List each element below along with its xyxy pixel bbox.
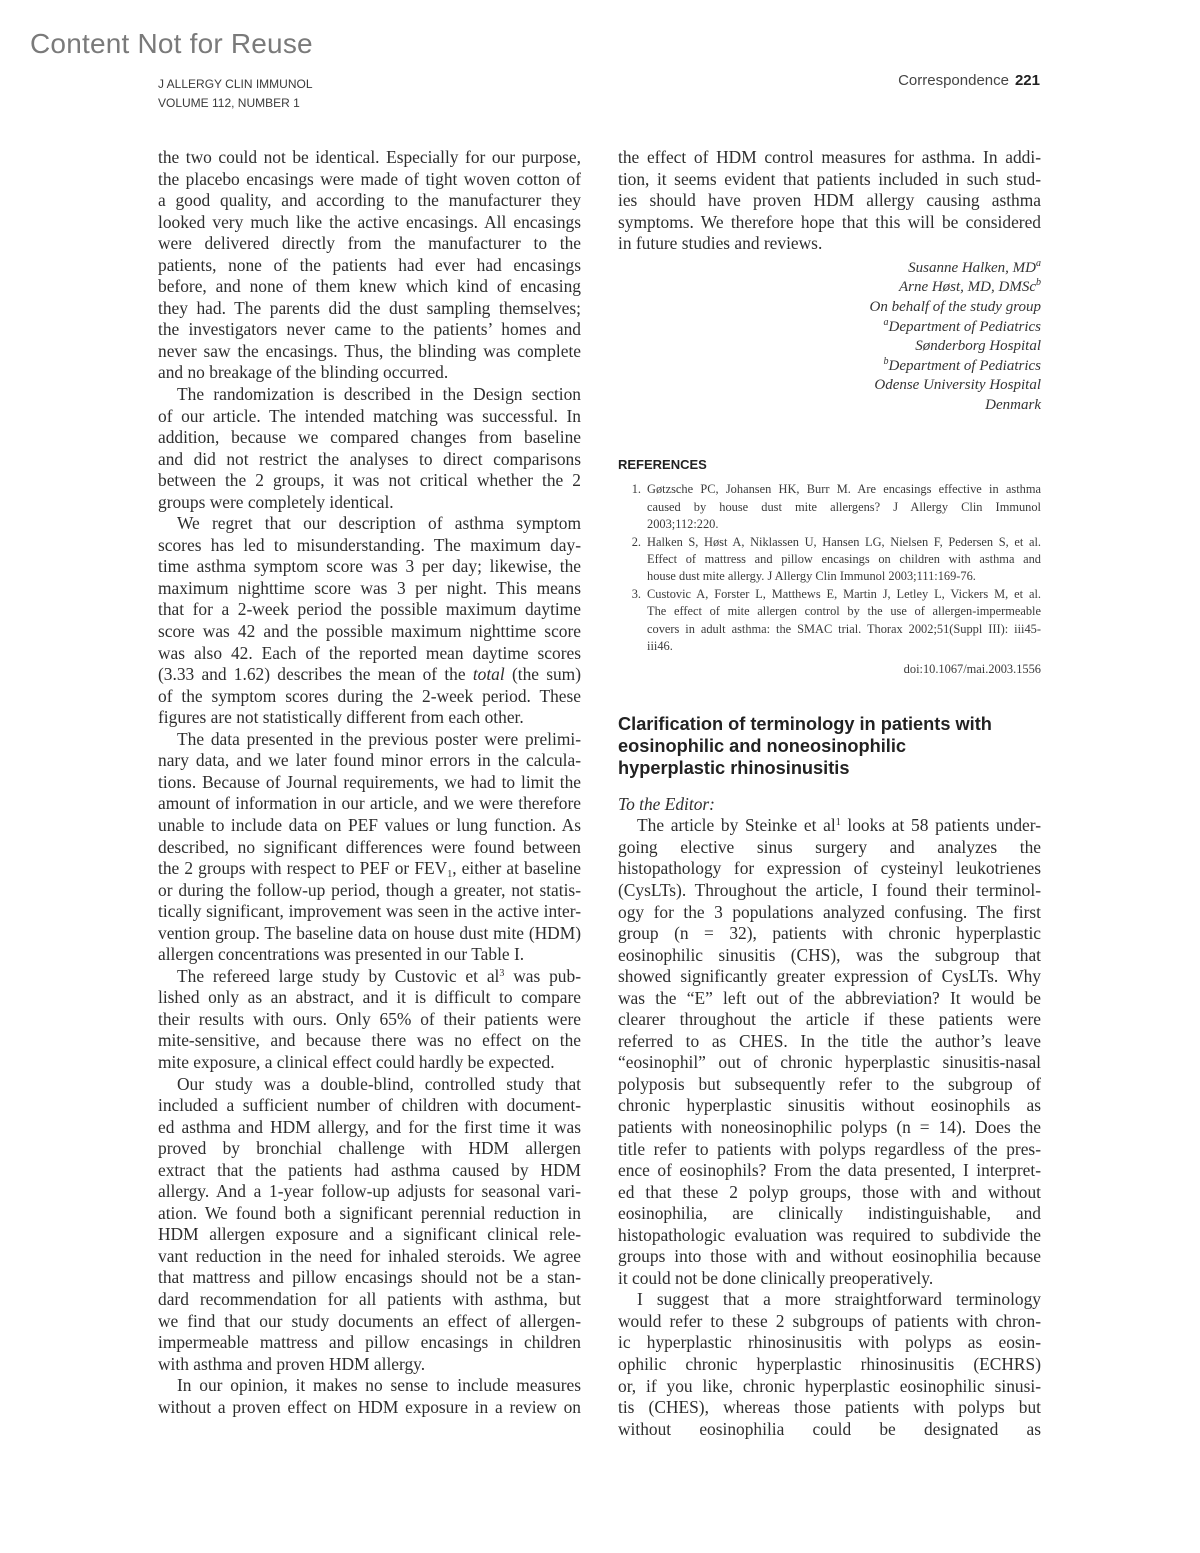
text-line: tically significant, improvement was seen in the active inter- bbox=[158, 901, 581, 922]
text-line: with asthma and proven HDM allergy. bbox=[158, 1353, 426, 1374]
text-line: it could not be done clinically preoperatively. bbox=[618, 1267, 934, 1288]
signature-block bbox=[618, 259, 1041, 416]
text-line: the two could not be identical. Especially for our purpose, bbox=[158, 147, 581, 167]
text-line: vention group. The baseline data on house dust mite (HDM) bbox=[158, 922, 581, 943]
watermark: Content Not for Reuse bbox=[30, 28, 313, 59]
text-line: and no breakage of the blinding occurred. bbox=[158, 362, 449, 383]
reference-item bbox=[618, 481, 1041, 533]
text-line: or, if you like, chronic hyperplastic eosinophilic sinusi- bbox=[618, 1375, 1041, 1396]
signature-line: Denmark bbox=[985, 396, 1041, 413]
text-line: ed that these 2 polyp groups, those with and without bbox=[618, 1181, 1041, 1202]
text-line: tion, it seems evident that patients included in such stud- bbox=[618, 168, 1041, 189]
text-line: dard recommendation for all patients with asthma, but bbox=[158, 1288, 581, 1309]
text-line: group (n = 32), patients with chronic hyperplastic bbox=[618, 923, 1041, 944]
running-head-journal bbox=[158, 75, 313, 113]
affiliation-mark: b bbox=[1036, 277, 1041, 289]
reference-text bbox=[647, 534, 1041, 586]
page-number: 221 bbox=[1014, 72, 1040, 89]
citation-superscript[interactable]: 1 bbox=[835, 817, 841, 829]
text-line: without a proven effect on HDM exposure in a review on bbox=[158, 1396, 581, 1417]
text-line: patients with noneosinophilic polyps (n = 14). Does the bbox=[618, 1116, 1041, 1137]
reference-line: house dust mite allergy. J Allergy Clin Immunol 2003;111:169-76. bbox=[647, 569, 976, 584]
text-line: looked very much like the active encasings. All encasings bbox=[158, 211, 581, 232]
text-line: time asthma symptom score was 3 per day; likewise, the bbox=[158, 556, 581, 577]
affiliation-mark: a bbox=[883, 316, 889, 328]
emphasis: total bbox=[472, 664, 505, 685]
text-line: nary data, and we later found minor errors in the calcula- bbox=[158, 750, 581, 771]
text-line: patients, none of the patients had ever had encasings bbox=[158, 254, 581, 275]
reference-item bbox=[618, 534, 1041, 586]
text-line: In our opinion, it makes no sense to include measures bbox=[177, 1375, 581, 1396]
letter-body bbox=[618, 815, 1041, 1440]
signature-line: Susanne Halken, $MD^a$ bbox=[908, 257, 1041, 276]
text-line: their results with ours. Only 65% of their patients were bbox=[158, 1008, 581, 1029]
article-title-line: Clarification of terminology in patients with bbox=[618, 714, 992, 735]
section-name: Correspondence bbox=[898, 72, 1009, 89]
salutation: To the Editor: bbox=[618, 793, 715, 814]
text-line: of the symptom scores during the 2-week period. These bbox=[158, 685, 581, 706]
text-line: chronic hyperplastic sinusitis without eosinophils as bbox=[618, 1095, 1041, 1116]
text-line: eosinophilic sinusitis (CHS), was the subgroup that bbox=[618, 944, 1041, 965]
text-line: figures are not statistically different from each other. bbox=[158, 707, 524, 728]
text-line: of our article. The intended matching was successful. In bbox=[158, 405, 581, 426]
text-line: mite exposure, a clinical effect could hardly be expected. bbox=[158, 1051, 555, 1072]
reference-item bbox=[618, 586, 1041, 656]
text-line: scores has led to misunderstanding. The maximum day- bbox=[158, 534, 581, 555]
text-line: allergy. And a 1-year follow-up adjusts for seasonal vari- bbox=[158, 1181, 581, 1202]
left-column bbox=[158, 147, 581, 1418]
text-line: Our study was a double-blind, controlled study that bbox=[177, 1073, 581, 1094]
text-line: polyposis but subsequently refer to the subgroup of bbox=[618, 1073, 1041, 1094]
reference-text bbox=[647, 481, 1041, 533]
reference-line: 2003;112:220. bbox=[647, 517, 719, 532]
text-line: The article by Steinke et $al^1$ looks at 58 patients under- bbox=[637, 815, 1041, 836]
text-line: the investigators never came to the patients’ homes and bbox=[158, 319, 581, 340]
text-line: The data presented in the previous poster were prelimi- bbox=[177, 728, 581, 749]
article-title bbox=[618, 714, 1041, 779]
text-line: the placebo encasings were made of tight woven cotton of bbox=[158, 168, 581, 189]
text-line: lished only as an abstract, and it is difficult to compare bbox=[158, 987, 581, 1008]
text-line: maximum nighttime score was 3 per night. This means bbox=[158, 577, 581, 598]
text-line: groups were completely identical. bbox=[158, 491, 394, 512]
text-line: before, and none of them knew which kind of encasing bbox=[158, 276, 581, 297]
reference-line: iii46. bbox=[647, 639, 673, 653]
text-line: showed significantly greater expression of CysLTs. Why bbox=[618, 966, 1041, 987]
running-head-section bbox=[898, 72, 1040, 89]
text-line: they had. The parents did the dust sampling themselves; bbox=[158, 297, 581, 318]
doi-link[interactable]: doi:10.1067/mai.2003.1556 bbox=[903, 662, 1041, 677]
text-line: in future studies and reviews. bbox=[618, 233, 823, 254]
text-line: eosinophilia, are clinically indistinguishable, and bbox=[618, 1203, 1041, 1224]
signature-line: $^a$Department of Pediatrics bbox=[883, 316, 1041, 335]
text-line: ation. We found both a significant perennial reduction in bbox=[158, 1202, 581, 1223]
text-line: ies should have proven HDM allergy causing asthma bbox=[618, 190, 1041, 211]
text-line: tions. Because of Journal requirements, we had to limit the bbox=[158, 771, 581, 792]
subscript: 1 bbox=[447, 869, 453, 880]
text-line: impermeable mattress and pillow encasings in children bbox=[158, 1332, 581, 1353]
journal-name: J ALLERGY CLIN IMMUNOL bbox=[158, 77, 313, 91]
text-line: proved by bronchial challenge with HDM allergen bbox=[158, 1138, 581, 1159]
text-line: ophilic chronic hyperplastic rhinosinusitis (ECHRS) bbox=[618, 1354, 1041, 1374]
text-line: described, no significant differences were found between bbox=[158, 836, 581, 857]
text-line: included a sufficient number of children with document- bbox=[158, 1095, 581, 1116]
text-line: ogy for the 3 populations analyzed confusing. The first bbox=[618, 901, 1041, 922]
reference-line: The effect of mite allergen control by the use of allergen-impermeable bbox=[647, 604, 1041, 619]
text-line: and did not restrict the analyses to direct comparisons bbox=[158, 448, 581, 469]
reference-line: Gøtzsche PC, Johansen HK, Burr M. Are encasings effective in asthma bbox=[647, 482, 1041, 497]
references-list bbox=[618, 481, 1041, 655]
text-line: that mattress and pillow encasings should not be a stan- bbox=[158, 1267, 581, 1288]
text-line: never saw the encasings. Thus, the blinding was complete bbox=[158, 340, 581, 361]
text-line: (CysLTs). Throughout the article, I found their terminol- bbox=[618, 879, 1041, 900]
text-line: “eosinophil” out of chronic hyperplastic sinusitis-nasal bbox=[618, 1052, 1041, 1073]
article-title-line: hyperplastic rhinosinusitis bbox=[618, 757, 850, 778]
affiliation-mark: b bbox=[883, 355, 889, 367]
reference-number: 1. bbox=[631, 482, 641, 497]
signature-line: Odense University Hospital bbox=[874, 377, 1041, 394]
text-line: The refereed large study by Custovic et $al^3$ was pub- bbox=[177, 965, 581, 986]
text-line: would refer to these 2 subgroups of patients with chron- bbox=[618, 1310, 1041, 1331]
signature-line: Sønderborg Hospital bbox=[915, 338, 1041, 355]
text-line: groups into those with and without eosinophilia because bbox=[618, 1246, 1041, 1267]
right-column bbox=[618, 147, 1041, 1440]
text-line: histopathologic evaluation was required to subdivide the bbox=[618, 1224, 1041, 1245]
text-line: the 2 groups with respect to PEF or $FEV_1$, either at baseline bbox=[158, 858, 581, 880]
journal-volume: VOLUME 112, NUMBER 1 bbox=[158, 96, 300, 110]
references-heading: REFERENCES bbox=[618, 457, 707, 473]
text-line: without eosinophilia could be designated as bbox=[618, 1418, 1041, 1439]
letter-reply-conclusion bbox=[618, 147, 1041, 255]
text-line: extract that the patients had asthma caused by HDM bbox=[158, 1159, 581, 1180]
reference-number: 2. bbox=[631, 534, 641, 549]
text-line: was also 42. Each of the reported mean daytime scores bbox=[158, 642, 581, 663]
text-line: we find that our study documents an effect of allergen- bbox=[158, 1310, 581, 1331]
text-line: The randomization is described in the Design section bbox=[177, 384, 581, 405]
text-line: HDM allergen exposure and a significant clinical rele- bbox=[158, 1224, 581, 1245]
reference-line: caused by house dust mite allergens? J Allergy Clin Immunol bbox=[647, 499, 1041, 514]
text-line: between the 2 groups, it was not critical whether the 2 bbox=[158, 470, 581, 491]
text-line: amount of information in our article, and we were therefore bbox=[158, 793, 581, 814]
reference-text bbox=[647, 586, 1041, 656]
reference-line: Halken S, Høst A, Niklassen U, Hansen LG, Nielsen F, Pedersen S, et al. bbox=[647, 534, 1041, 549]
text-line: going elective sinus surgery and analyzes the bbox=[618, 836, 1041, 857]
text-line: a good quality, and according to the manufacturer they bbox=[158, 190, 581, 211]
reference-line: Custovic A, Forster L, Matthews E, Martin J, Letley L, Vickers M, et al. bbox=[647, 586, 1041, 601]
reference-line: covers in adult asthma: the SMAC trial. Thorax 2002;51(Suppl III): iii45- bbox=[647, 621, 1041, 636]
text-line: title refer to patients with polyps regardless of the pres- bbox=[618, 1138, 1041, 1159]
text-line: clearer throughout the article if these patients were bbox=[618, 1009, 1041, 1030]
text-line: We regret that our description of asthma symptom bbox=[177, 513, 581, 534]
text-line: addition, because we compared changes from baseline bbox=[158, 427, 581, 448]
text-line: the effect of HDM control measures for asthma. In addi- bbox=[618, 147, 1041, 167]
text-line: vant reduction in the need for inhaled steroids. We agree bbox=[158, 1245, 581, 1266]
text-line: allergen concentrations was presented in our Table I. bbox=[158, 944, 525, 965]
letter-reply-body bbox=[158, 147, 581, 1418]
text-line: was the “E” left out of the abbreviation? It would be bbox=[618, 987, 1041, 1008]
text-line: or during the follow-up period, though a greater, not statis- bbox=[158, 879, 581, 900]
article-title-line: eosinophilic and noneosinophilic bbox=[618, 736, 906, 757]
text-line: score was 42 and the possible maximum nighttime score bbox=[158, 621, 581, 642]
reference-number: 3. bbox=[631, 586, 641, 601]
text-line: I suggest that a more straightforward terminology bbox=[637, 1289, 1041, 1310]
reference-line: Effect of mattress and pillow encasings on children with asthma and bbox=[647, 552, 1041, 567]
text-line: mite-sensitive, and because there was no effect on the bbox=[158, 1030, 581, 1051]
affiliation-mark: a bbox=[1036, 257, 1041, 269]
text-line: referred to as CHES. In the title the author’s leave bbox=[618, 1030, 1041, 1051]
text-line: symptoms. We therefore hope that this will be considered bbox=[618, 211, 1041, 232]
text-line: were delivered directly from the manufacturer to the bbox=[158, 233, 581, 254]
text-line: that for a 2-week period the possible maximum daytime bbox=[158, 599, 581, 620]
citation-superscript[interactable]: 3 bbox=[499, 967, 505, 979]
text-line: tis (CHES), whereas those patients with polyps but bbox=[618, 1397, 1041, 1418]
text-line: ed asthma and HDM allergy, and for the first time it was bbox=[158, 1116, 581, 1137]
text-line: (3.33 and 1.62) describes the mean of the total (the sum) bbox=[158, 664, 581, 685]
text-line: histopathology for expression of cysteinyl leukotrienes bbox=[618, 858, 1041, 879]
text-line: ence of eosinophils? From the data presented, I interpret- bbox=[618, 1160, 1041, 1181]
signature-line: On behalf of the study group bbox=[869, 298, 1041, 315]
text-line: unable to include data on PEF values or lung function. As bbox=[158, 814, 581, 835]
signature-line: $^b$Department of Pediatrics bbox=[883, 355, 1041, 374]
signature-line: Arne Høst, MD, DMSc$^b$ bbox=[898, 277, 1041, 296]
text-line: ic hyperplastic rhinosinusitis with polyps as eosin- bbox=[618, 1332, 1041, 1353]
